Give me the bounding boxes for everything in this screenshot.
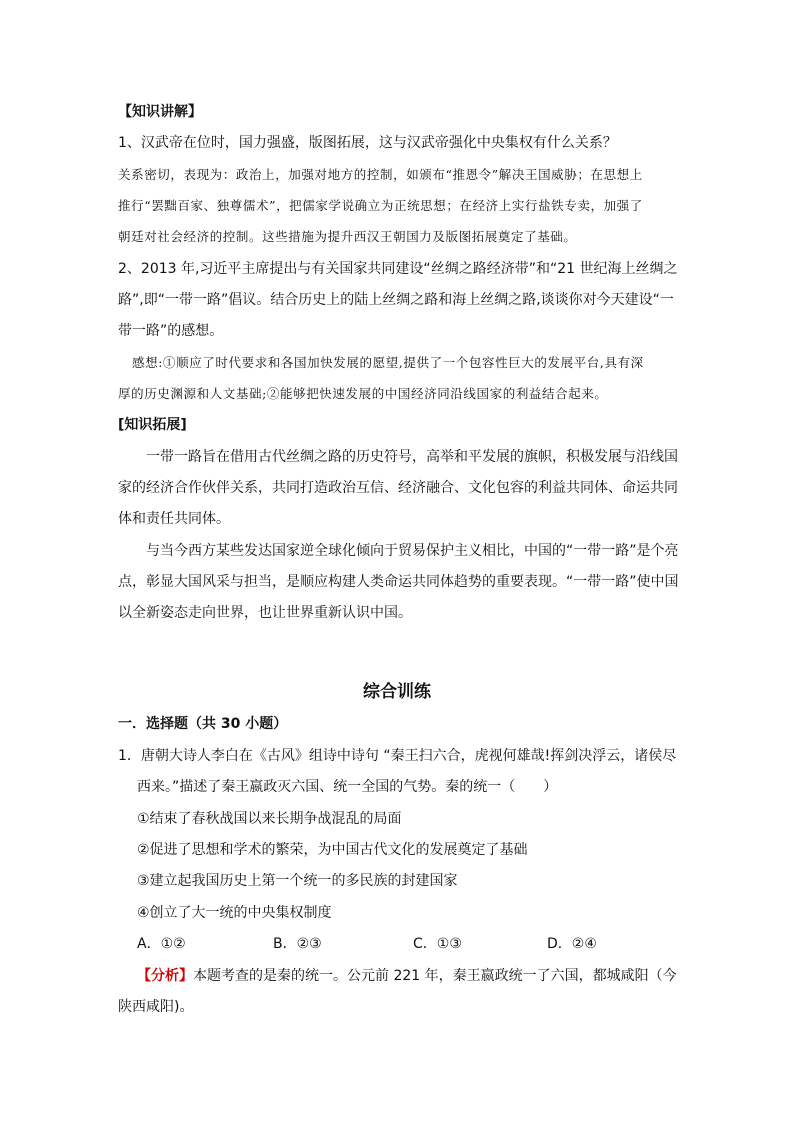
expansion-paragraph-2-line: 以全新姿态走向世界，也让世界重新认识中国。 (118, 605, 412, 621)
analysis-line: 陕西咸阳)。 (118, 999, 194, 1015)
mcq-1-item: ④创立了大一统的中央集权制度 (137, 905, 332, 921)
answer-2-line: 感想:①顺应了时代要求和各国加快发展的愿望,提供了一个包容性巨大的发展平台,具有深 (132, 355, 644, 370)
knowledge-heading: 【知识讲解】 (118, 104, 202, 120)
answer-1-line: 推行“罢黜百家、独尊儒术”，把儒家学说确立为正统思想；在经济上实行盐铁专卖，加强了 (118, 198, 643, 213)
section-heading: 一．选择题（共 30 小题） (118, 716, 288, 732)
option-a: A．①② (137, 936, 186, 952)
answer-2-line: 厚的历史渊源和人文基础;②能够把快速发展的中国经济同沿线国家的利益结合起来。 (118, 386, 608, 401)
answer-1-line: 关系密切，表现为：政治上，加强对地方的控制，如颁布“推恩令”解决王国威胁；在思想上 (118, 167, 643, 182)
question-1: 1、汉武帝在位时，国力强盛，版图拓展，这与汉武帝强化中央集权有什么关系？ (118, 135, 617, 151)
expansion-paragraph-1-line: 一带一路旨在借用古代丝绸之路的历史符号，高举和平发展的旗帜，积极发展与沿线国 (146, 449, 678, 465)
question-2-line: 2、2013 年,习近平主席提出与有关国家共同建设“丝绸之路经济带”和“21 世纪海上丝绸之 (118, 261, 678, 277)
analysis-label: 【分析】 (137, 968, 193, 984)
analysis-line (137, 966, 677, 986)
training-title: 综合训练 (363, 682, 431, 702)
expansion-paragraph-2-line: 与当今西方某些发达国家逆全球化倾向于贸易保护主义相比，中国的“一带一路”是个亮 (146, 543, 679, 559)
mcq-1-item: ①结束了春秋战国以来长期争战混乱的局面 (137, 811, 402, 827)
mcq-1-item: ③建立起我国历史上第一个统一的多民族的封建国家 (137, 873, 458, 889)
option-d: D．②④ (547, 936, 597, 952)
question-2-line: 路”,即“一带一路”倡议。结合历史上的陆上丝绸之路和海上丝绸之路,谈谈你对今天建设“一 (118, 292, 674, 308)
mcq-1-stem-line: 西来。”描述了秦王嬴政灭六国、统一全国的气势。秦的统一（ ） (137, 779, 558, 795)
question-2-line: 带一路”的感想。 (118, 323, 224, 339)
analysis-text: 本题考查的是秦的统一。公元前 221 年，秦王嬴政统一了六国，都城咸阳（今 (193, 968, 677, 984)
expansion-paragraph-1-line: 家的经济合作伙伴关系，共同打造政治互信、经济融合、文化包容的利益共同体、命运共同 (118, 480, 678, 496)
answer-1-line: 朝廷对社会经济的控制。这些措施为提升西汉王朝国力及版图拓展奠定了基础。 (118, 229, 577, 244)
option-c: C．①③ (413, 936, 462, 952)
expansion-heading: [知识拓展] (118, 417, 187, 433)
expansion-paragraph-2-line: 点，彰显大国风采与担当，是顺应构建人类命运共同体趋势的重要表现。“一带一路”使中国 (118, 574, 679, 590)
mcq-1-stem-line: 1．唐朝大诗人李白在《古风》组诗中诗句 “秦王扫六合，虎视何雄哉!挥剑决浮云，诸侯尽 (118, 748, 677, 764)
option-b: B．②③ (273, 936, 322, 952)
expansion-paragraph-1-line: 体和责任共同体。 (118, 511, 230, 527)
mcq-1-item: ②促进了思想和学术的繁荣，为中国古代文化的发展奠定了基础 (137, 842, 528, 858)
